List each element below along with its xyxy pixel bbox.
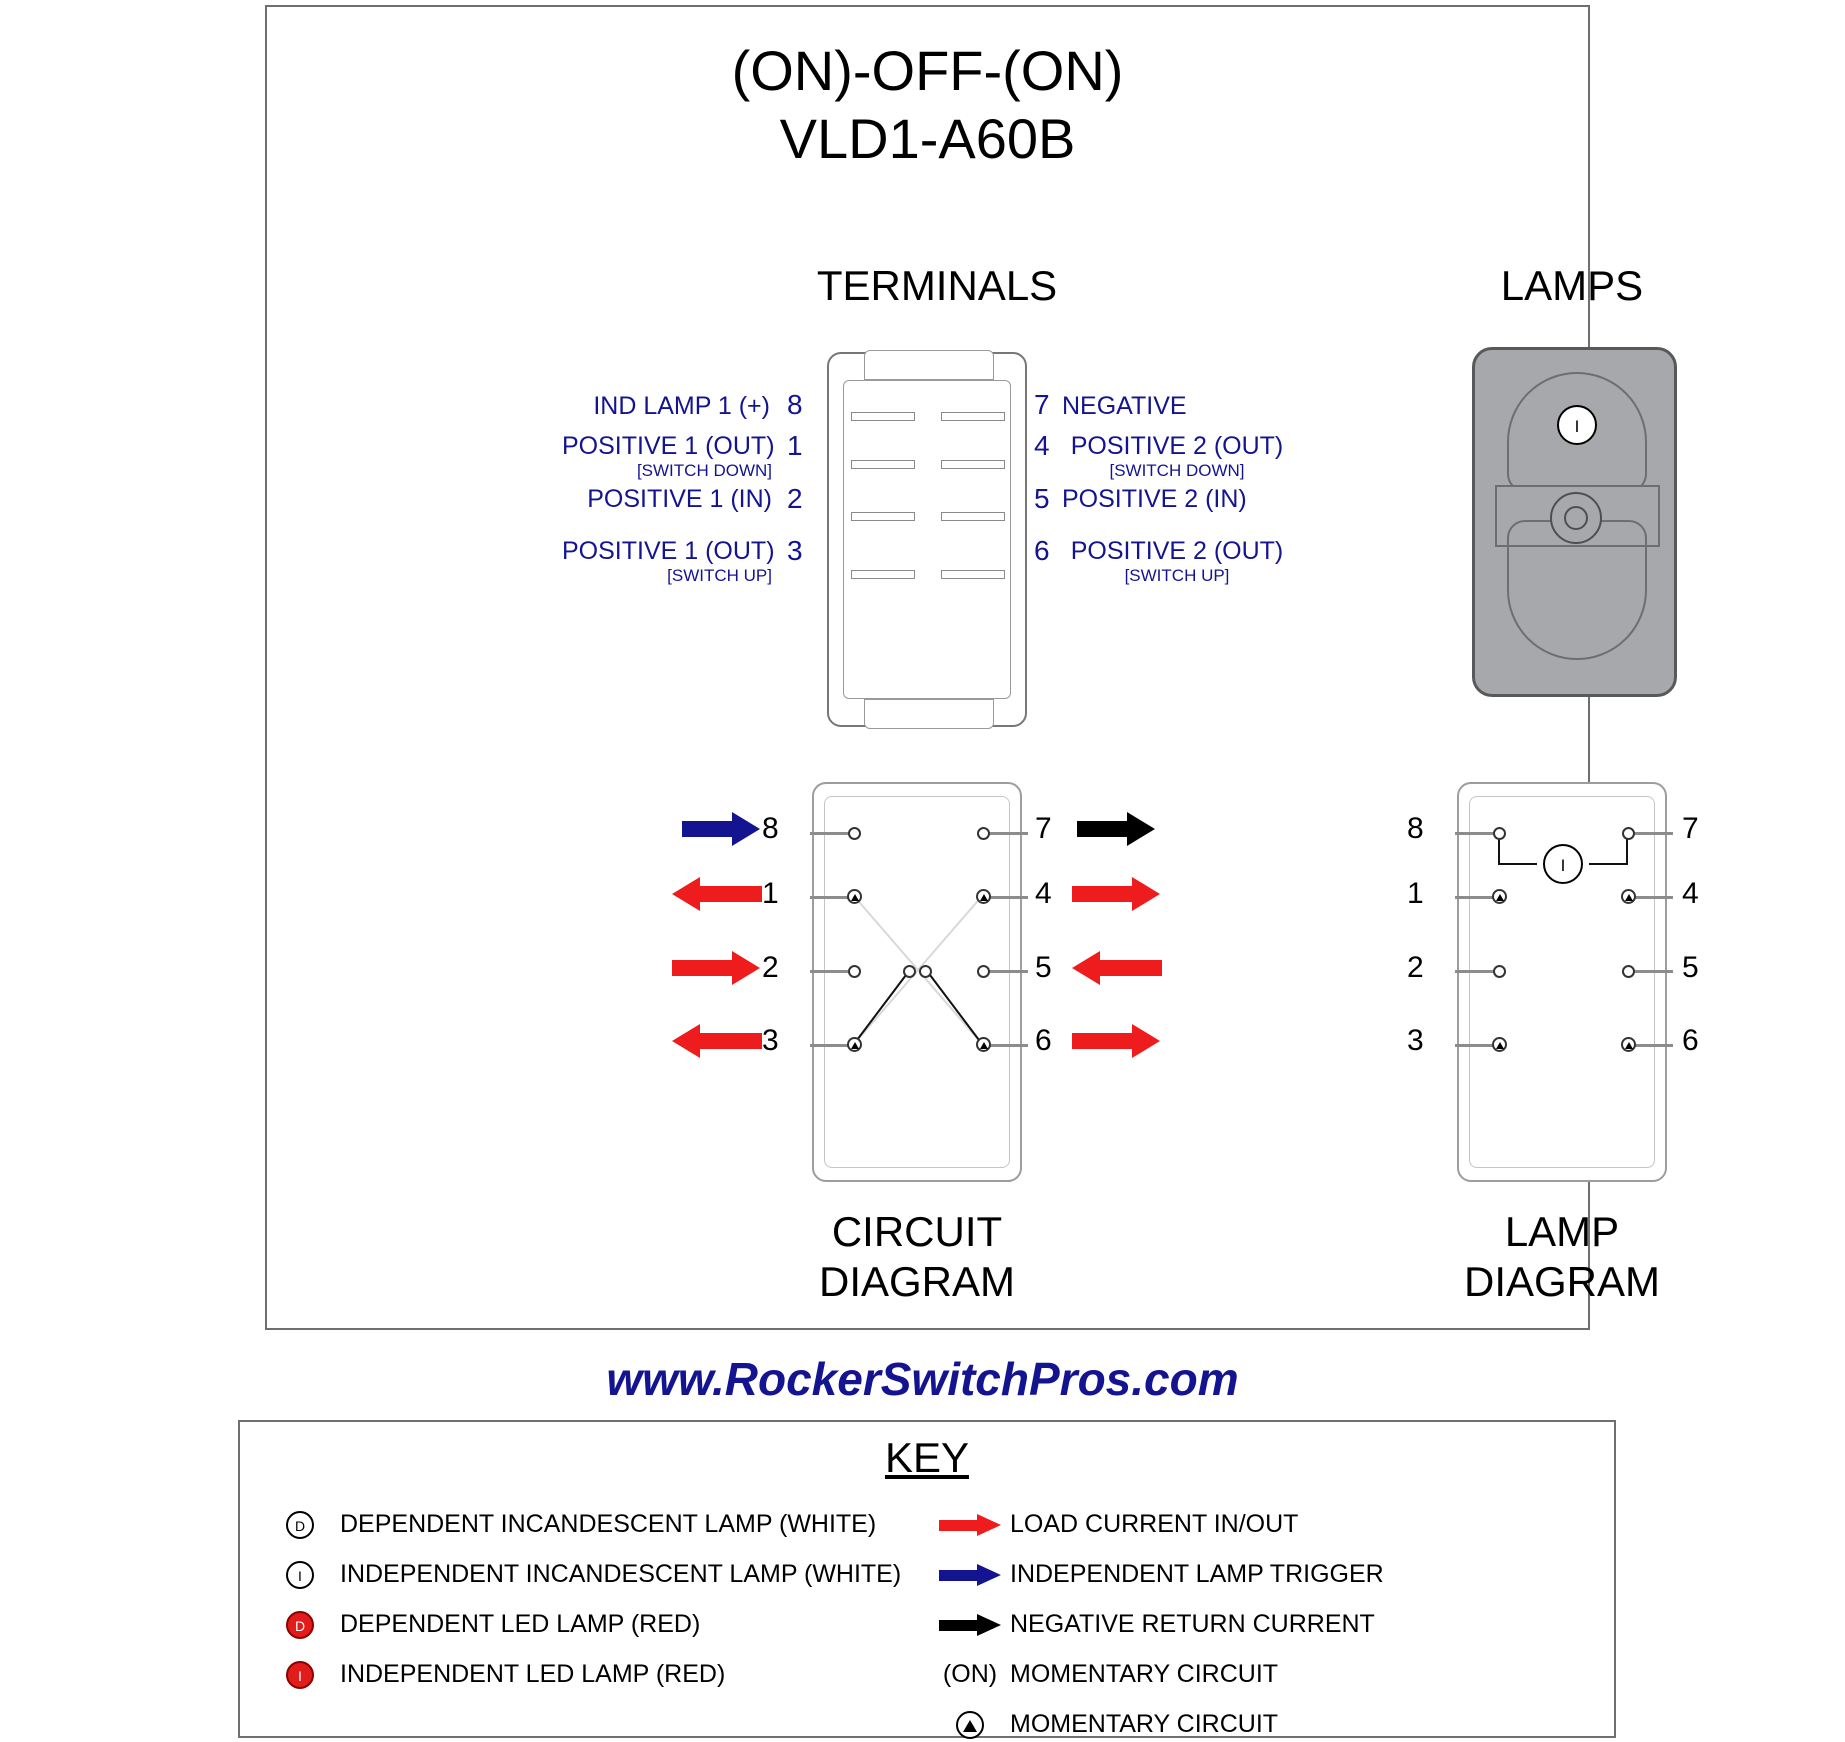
key-item-label: MOMENTARY CIRCUIT [1010, 1710, 1279, 1738]
circuit-number-4: 4 [1035, 877, 1052, 910]
lamp-node-2 [1493, 965, 1506, 978]
terminals-heading: TERMINALS [816, 262, 1058, 309]
circuit-number-1: 1 [762, 877, 779, 910]
switch-inner-frame [843, 380, 1011, 699]
terminal-number-5: 5 [1034, 483, 1050, 514]
lamp-diagram-body [1457, 782, 1667, 1182]
terminal-pin-2 [851, 512, 915, 521]
circuit-number-2: 2 [762, 951, 779, 984]
key-item-label: DEPENDENT INCANDESCENT LAMP (WHITE) [340, 1510, 877, 1538]
circuit-node-5 [977, 965, 990, 978]
blue-arrow-icon [930, 1564, 1010, 1586]
key-item-momentary-text [930, 1660, 1278, 1689]
terminal-switch-body [827, 352, 1027, 727]
terminal-pin-4 [941, 460, 1005, 469]
lamp-node-7 [1622, 827, 1635, 840]
black-arrow-icon [930, 1614, 1010, 1636]
lamp-number-7: 7 [1682, 812, 1699, 845]
terminal-pin-7 [941, 412, 1005, 421]
lamp-number-5: 5 [1682, 951, 1699, 984]
terminal-number-6: 6 [1034, 535, 1050, 566]
circuit-diagram-body [812, 782, 1022, 1182]
terminal-number-8: 8 [787, 389, 803, 420]
circuit-diagram-caption: CIRCUIT DIAGRAM [818, 1208, 1015, 1306]
terminal-label-2: POSITIVE 1 (IN) [587, 485, 772, 513]
circuit-node-3 [847, 1037, 862, 1052]
circuit-number-7: 7 [1035, 812, 1052, 845]
lamp-mid-dot [1564, 506, 1588, 530]
key-item-label: INDEPENDENT LED LAMP (RED) [340, 1660, 726, 1688]
lamp-number-4: 4 [1682, 877, 1699, 910]
circuit-number-3: 3 [762, 1024, 779, 1057]
terminal-label-1: POSITIVE 1 (OUT) [SWITCH DOWN] [562, 432, 775, 480]
circuit-node-6 [976, 1037, 991, 1052]
terminal-pin-1 [851, 460, 915, 469]
key-item-independent-incandescent [260, 1560, 901, 1589]
lamp-number-6: 6 [1682, 1024, 1699, 1057]
lamp-number-1: 1 [1407, 877, 1424, 910]
terminal-pin-3 [851, 570, 915, 579]
circuit-node-8 [848, 827, 861, 840]
terminal-label-8: IND LAMP 1 (+) [593, 392, 770, 420]
lamp-diagram-lamp-icon: I [1543, 844, 1583, 884]
key-title: KEY [884, 1434, 970, 1481]
lamp-diagram-caption: LAMP DIAGRAM [1463, 1208, 1660, 1306]
circuit-number-8: 8 [762, 812, 779, 845]
key-item-label: INDEPENDENT LAMP TRIGGER [1010, 1560, 1384, 1588]
dependent-incandescent-lamp-icon: D [260, 1511, 340, 1539]
circuit-pivot-node-left [903, 965, 916, 978]
terminal-label-5: POSITIVE 2 (IN) [1062, 485, 1247, 513]
key-item-load-current [930, 1510, 1298, 1539]
terminal-number-7: 7 [1034, 389, 1050, 420]
website-link[interactable]: www.RockerSwitchPros.com [606, 1353, 1239, 1405]
circuit-internal-wires [814, 784, 1024, 1184]
independent-lamp-icon: I [1557, 405, 1597, 445]
terminal-number-2: 2 [787, 483, 803, 514]
key-item-momentary-triangle [930, 1710, 1278, 1739]
terminal-pin-5 [941, 512, 1005, 521]
terminal-number-1: 1 [787, 430, 803, 461]
terminal-number-4: 4 [1034, 430, 1050, 461]
key-item-label: NEGATIVE RETURN CURRENT [1010, 1610, 1375, 1638]
key-item-lamp-trigger [930, 1560, 1384, 1589]
circuit-node-2 [848, 965, 861, 978]
terminal-pin-6 [941, 570, 1005, 579]
lamp-number-3: 3 [1407, 1024, 1424, 1057]
momentary-triangle-icon [930, 1711, 1010, 1739]
title-line-2: VLD1-A60B [779, 107, 1076, 171]
terminal-label-3: POSITIVE 1 (OUT) [SWITCH UP] [562, 537, 775, 585]
title-line-1: (ON)-OFF-(ON) [731, 39, 1124, 102]
lamp-node-6 [1621, 1037, 1636, 1052]
momentary-text-icon: (ON) [942, 1660, 998, 1688]
terminal-label-4: POSITIVE 2 (OUT) [SWITCH DOWN] [1070, 432, 1284, 480]
circuit-node-1 [847, 889, 862, 904]
lamps-heading: LAMPS [1500, 262, 1644, 309]
key-item-label: LOAD CURRENT IN/OUT [1010, 1510, 1299, 1538]
lamp-number-8: 8 [1407, 812, 1424, 845]
key-item-negative-return [930, 1610, 1375, 1639]
key-item-label: DEPENDENT LED LAMP (RED) [340, 1610, 701, 1638]
lamp-node-3 [1492, 1037, 1507, 1052]
independent-incandescent-lamp-icon: I [260, 1561, 340, 1589]
terminal-label-7: NEGATIVE [1062, 392, 1187, 420]
dependent-led-lamp-icon: D [260, 1611, 340, 1639]
circuit-pivot-node-right [919, 965, 932, 978]
terminal-number-3: 3 [787, 535, 803, 566]
circuit-node-7 [977, 827, 990, 840]
lamp-node-8 [1493, 827, 1506, 840]
lamp-number-2: 2 [1407, 951, 1424, 984]
main-diagram-panel [265, 5, 1699, 1330]
terminal-label-6: POSITIVE 2 (OUT) [SWITCH UP] [1070, 537, 1284, 585]
key-panel [238, 1420, 1616, 1738]
lamp-node-1 [1492, 889, 1507, 904]
terminal-pin-8 [851, 412, 915, 421]
key-item-dependent-incandescent [260, 1510, 876, 1539]
lamp-node-5 [1622, 965, 1635, 978]
independent-led-lamp-icon: I [260, 1661, 340, 1689]
switch-top-tab [864, 350, 994, 380]
switch-bottom-tab [864, 699, 994, 729]
red-arrow-icon [930, 1514, 1010, 1536]
key-item-dependent-led [260, 1610, 700, 1639]
lamp-artwork [1472, 347, 1677, 697]
circuit-number-5: 5 [1035, 951, 1052, 984]
circuit-node-4 [976, 889, 991, 904]
lamp-node-4 [1621, 889, 1636, 904]
key-item-label: INDEPENDENT INCANDESCENT LAMP (WHITE) [340, 1560, 902, 1588]
circuit-number-6: 6 [1035, 1024, 1052, 1057]
key-item-independent-led [260, 1660, 725, 1689]
page-title [267, 37, 1588, 174]
key-item-label: MOMENTARY CIRCUIT [1010, 1660, 1279, 1688]
